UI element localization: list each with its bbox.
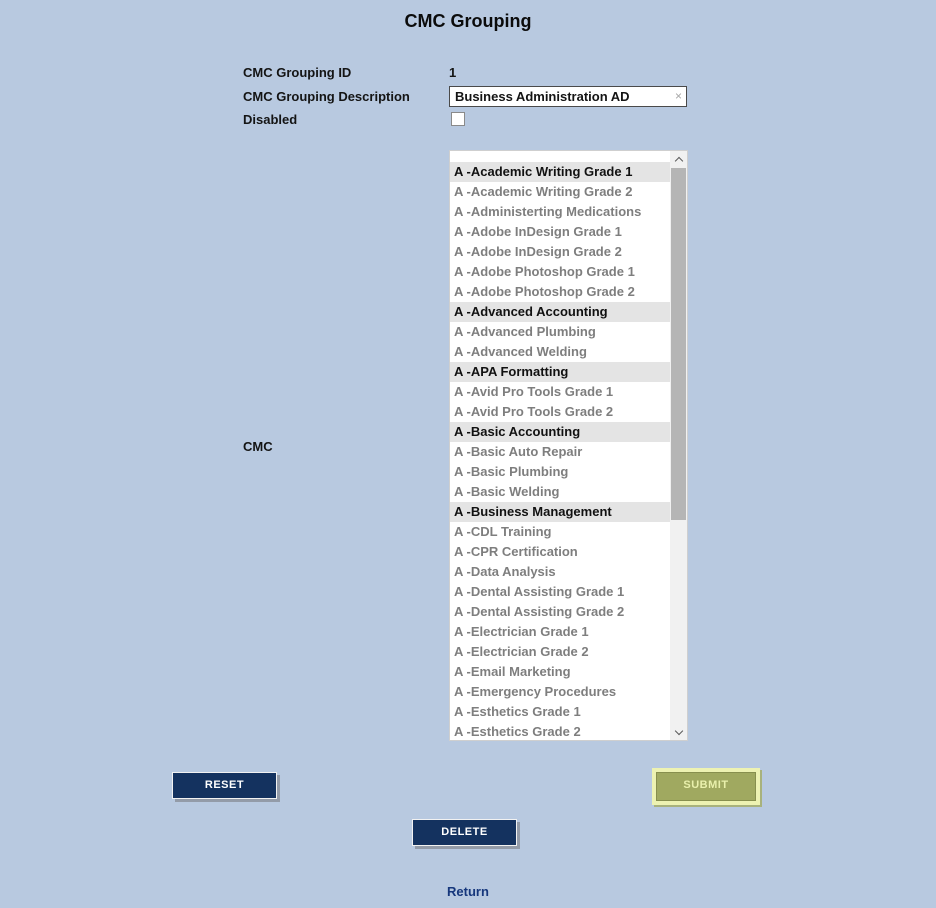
list-item[interactable]: A -Advanced Accounting (450, 302, 670, 322)
list-item[interactable]: A -Electrician Grade 1 (454, 624, 589, 639)
list-item[interactable]: A -Advanced Welding (454, 344, 587, 359)
list-item[interactable]: A -Data Analysis (454, 564, 556, 579)
list-item[interactable]: A -Avid Pro Tools Grade 2 (454, 404, 614, 419)
list-item[interactable]: A -Basic Welding (454, 484, 560, 499)
submit-button-glow (652, 768, 760, 805)
list-item[interactable]: A -Adobe InDesign Grade 2 (454, 244, 622, 259)
list-item[interactable]: A -Administerting Medications (454, 204, 642, 219)
description-label: CMC Grouping Description (243, 89, 410, 104)
scroll-down-button[interactable] (670, 724, 687, 740)
list-item[interactable]: A -Avid Pro Tools Grade 1 (454, 384, 614, 399)
chevron-up-icon (674, 156, 682, 164)
disabled-checkbox[interactable] (451, 112, 465, 126)
list-item[interactable]: A -Basic Auto Repair (454, 444, 583, 459)
list-item[interactable]: A -Basic Accounting (450, 422, 670, 442)
list-item[interactable]: A -Email Marketing (454, 664, 571, 679)
page-title: CMC Grouping (404, 11, 532, 31)
list-item[interactable]: A -CDL Training (454, 524, 552, 539)
clear-icon[interactable]: × (674, 89, 682, 103)
cmc-listbox[interactable] (449, 150, 688, 741)
list-item[interactable]: A -APA Formatting (450, 362, 670, 382)
list-item[interactable]: A -Adobe Photoshop Grade 1 (454, 264, 635, 279)
disabled-label: Disabled (243, 112, 298, 127)
cmc-options (450, 151, 670, 740)
chevron-down-icon (674, 726, 682, 734)
scroll-up-button[interactable] (670, 151, 687, 167)
list-item[interactable]: A -Business Management (450, 502, 670, 522)
cmc-label: CMC (243, 439, 273, 454)
list-item[interactable]: A -Dental Assisting Grade 2 (454, 604, 625, 619)
grouping-id-value: 1 (449, 65, 457, 80)
list-item[interactable]: A -Emergency Procedures (454, 684, 617, 699)
reset-button[interactable]: RESET (172, 772, 277, 799)
submit-button[interactable]: SUBMIT (656, 772, 756, 801)
listbox-scrollbar[interactable] (670, 151, 687, 740)
list-item[interactable]: A -Dental Assisting Grade 1 (454, 584, 625, 599)
description-field-wrap (449, 86, 687, 107)
delete-button[interactable]: DELETE (412, 819, 517, 846)
scrollbar-thumb[interactable] (671, 168, 686, 520)
list-item[interactable]: A -CPR Certification (454, 544, 578, 559)
description-input[interactable] (449, 86, 687, 107)
list-item[interactable]: A -Adobe Photoshop Grade 2 (454, 284, 635, 299)
list-item[interactable] (450, 151, 670, 162)
grouping-id-label: CMC Grouping ID (243, 65, 352, 80)
return-link[interactable]: Return (447, 884, 489, 899)
list-item[interactable]: A -Advanced Plumbing (454, 324, 596, 339)
list-item[interactable]: A -Adobe InDesign Grade 1 (454, 224, 622, 239)
list-item[interactable]: A -Esthetics Grade 1 (454, 704, 581, 719)
list-item[interactable]: A -Basic Plumbing (454, 464, 569, 479)
list-item[interactable]: A -Esthetics Grade 2 (454, 724, 581, 739)
list-item[interactable]: A -Academic Writing Grade 1 (450, 162, 670, 182)
list-item[interactable]: A -Academic Writing Grade 2 (454, 184, 633, 199)
list-item[interactable]: A -Electrician Grade 2 (454, 644, 589, 659)
